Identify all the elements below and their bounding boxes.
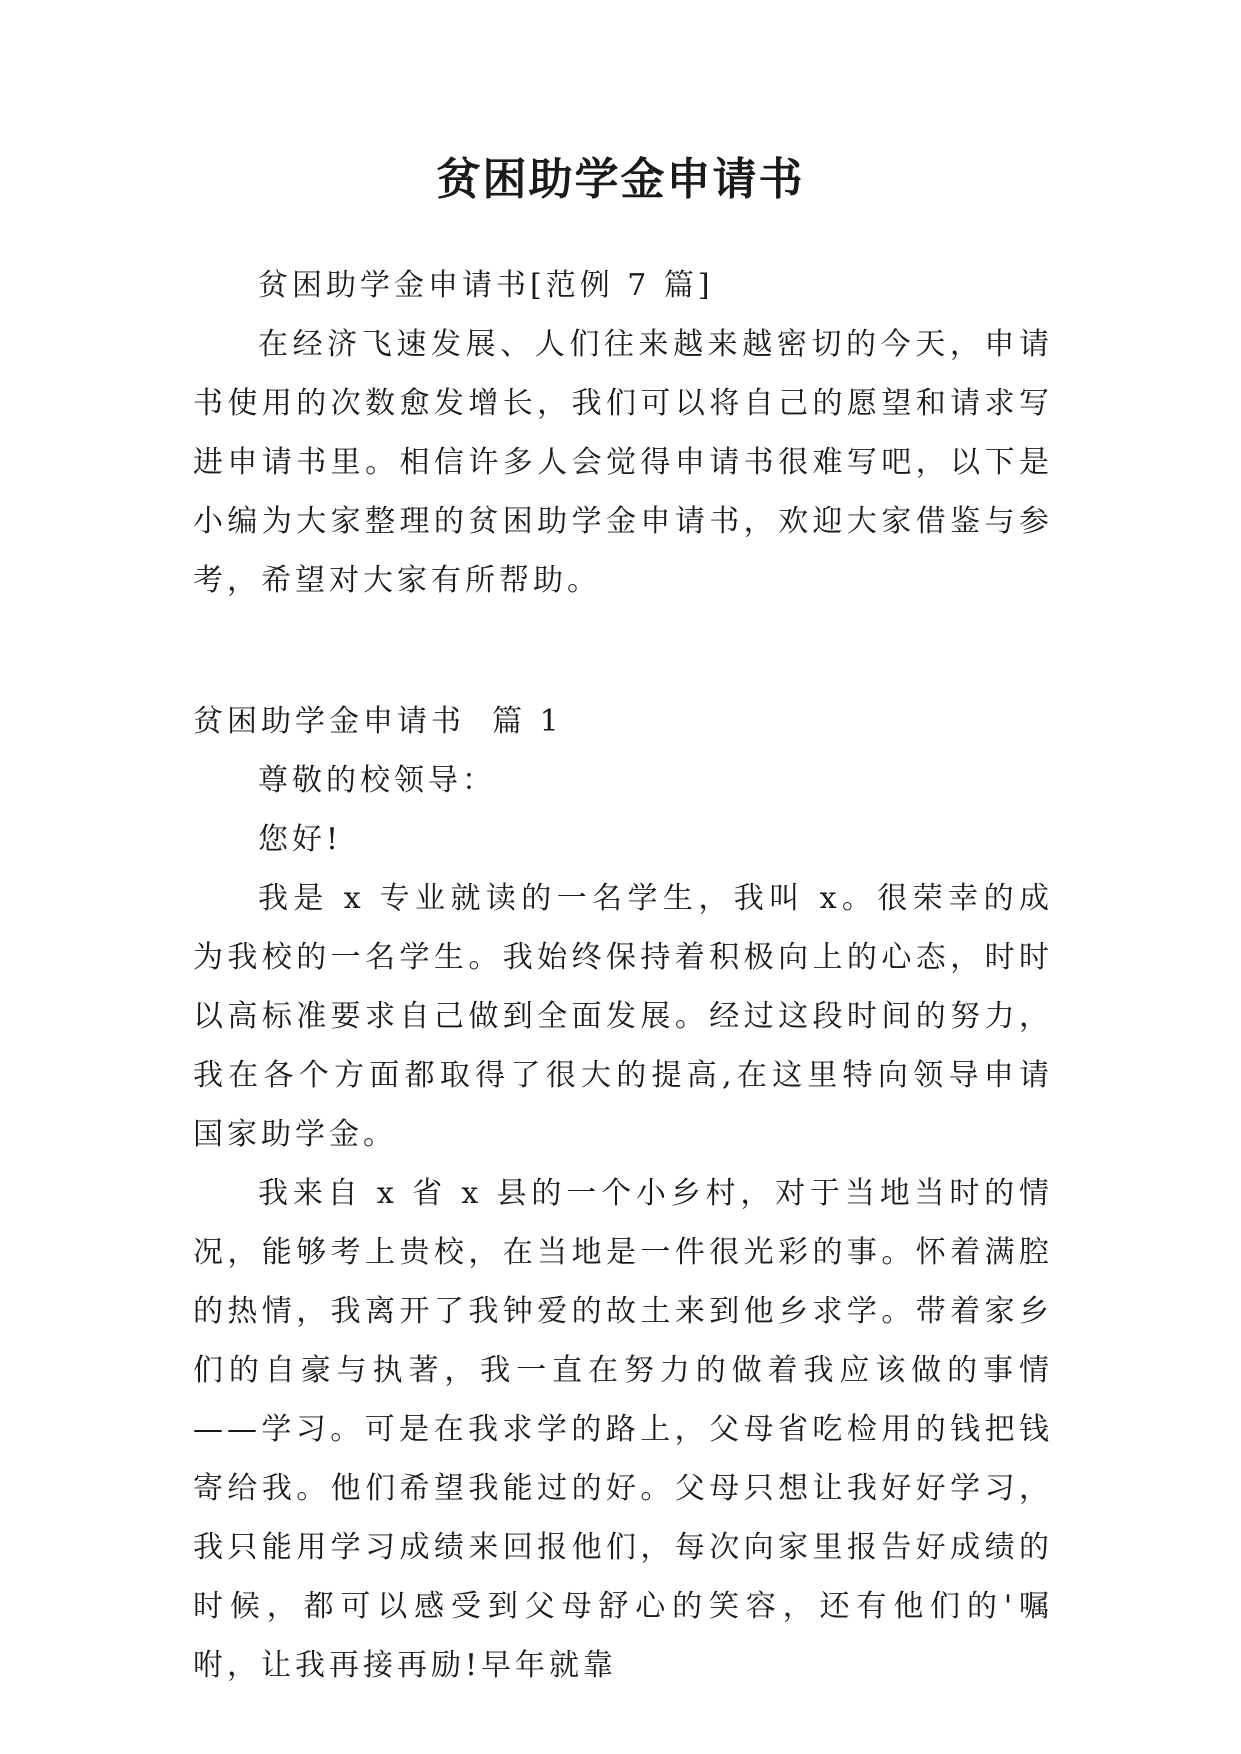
document-title: 贫困助学金申请书 bbox=[436, 154, 805, 205]
body-paragraph-1: 我是 x 专业就读的一名学生，我叫 x。很荣幸的成为我校的一名学生。我始终保持着积极向上的心态，时时以高标准要求自己做到全面发展。经过这段时间的努力，我在各个方面都取得了很大的提高,在这里特向领导申请国家助学金。 bbox=[193, 881, 1053, 1152]
body-paragraph-2: 我来自 x 省 x 县的一个小乡村，对于当地当时的情况，能够考上贵校，在当地是一件很光彩的事。怀着满腔的热情，我离开了我钟爱的故土来到他乡求学。带着家乡们的自豪与执著，我一直在努力的做着我应该做的事情——学习。可是在我求学的路上，父母省吃检用的钱把钱寄给我。他们希望我能过的好。父母只想让我好好学习，我只能用学习成绩来回报他们，每次向家里报告好成绩的时候，都可以感受到父母舒心的笑容，还有他们的'嘱咐，让我再接再励!早年就靠 bbox=[193, 1176, 1053, 1683]
section-heading: 贫困助学金申请书 篇 1 bbox=[193, 704, 563, 739]
greeting: 您好! bbox=[258, 822, 343, 857]
intro-paragraph: 在经济飞速发展、人们往来越来越密切的今天，申请书使用的次数愈发增长，我们可以将自己的愿望和请求写进申请书里。相信许多人会觉得申请书很难写吧，以下是小编为大家整理的贫困助学金申请书，欢迎大家借鉴与参考，希望对大家有所帮助。 bbox=[193, 327, 1053, 598]
salutation: 尊敬的校领导： bbox=[258, 763, 496, 798]
document-body bbox=[193, 256, 1053, 1695]
document-subtitle: 贫困助学金申请书[范例 7 篇] bbox=[258, 268, 714, 303]
